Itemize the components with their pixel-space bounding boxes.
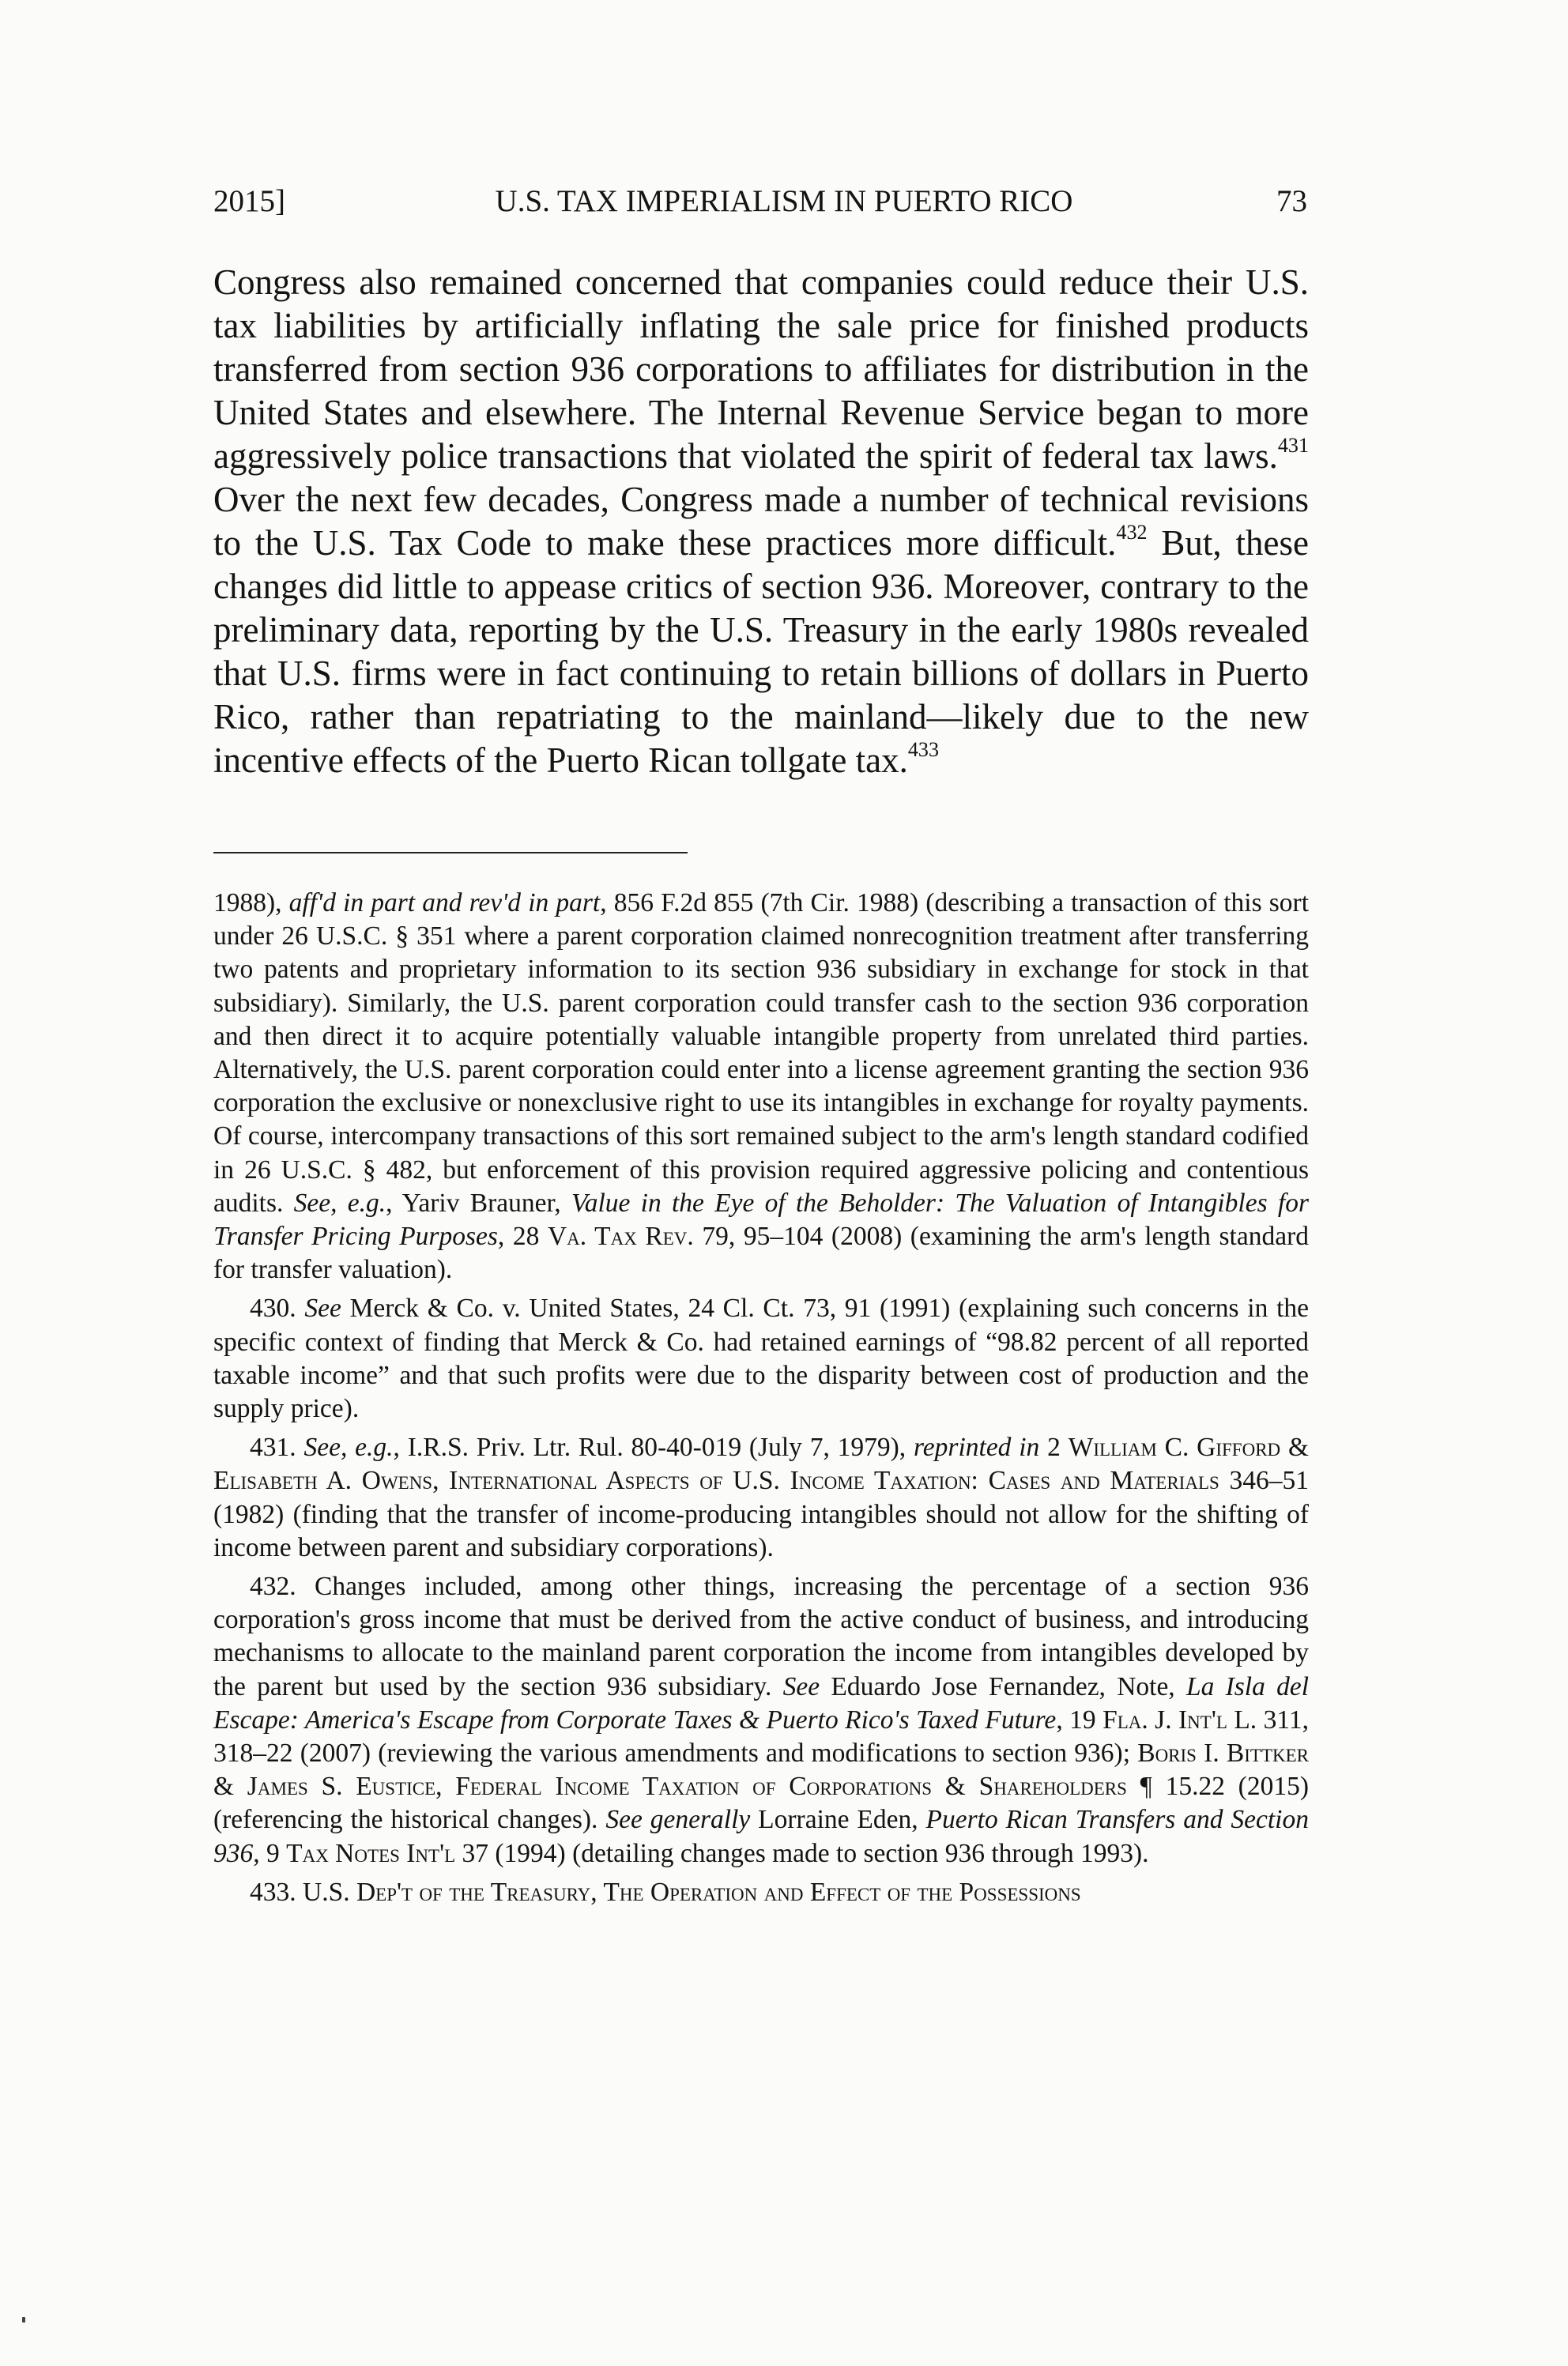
footnotes	[213, 887, 1309, 1915]
footnote-number: 433.	[250, 1877, 296, 1907]
scan-speck	[22, 2317, 25, 2323]
fn-text: 346–51 (1982) (finding that the transfer of income-producing intangibles should not allow for the shifting of income between parent and subsidiary corporations).	[213, 1466, 1309, 1562]
fn-text: , Yariv Brauner,	[386, 1188, 571, 1218]
fn-text: Lorraine Eden,	[750, 1805, 926, 1835]
body-text-2: Over the next few decades, Congress made a number of technical revisions to the U.S. Tax Code to make these practices more difficult.	[213, 480, 1309, 563]
footnote-number: 431.	[250, 1433, 296, 1463]
footnote-431	[213, 1431, 1309, 1565]
fn-text: U.S.	[296, 1877, 356, 1907]
fn-text: 1988),	[213, 888, 289, 917]
header-year: 2015]	[213, 184, 285, 218]
fn-text: 37 (1994) (detailing changes made to section 936 through 1993).	[455, 1838, 1149, 1868]
footnote-continued	[213, 887, 1309, 1287]
fn-signal: See, e.g.	[293, 1188, 386, 1218]
footnote-ref-433[interactable]: 433	[907, 738, 940, 762]
fn-book-title: William C. Gifford & Elisabeth A. Owens, International Aspects of U.S. Income Taxation: Cases and Materials	[213, 1433, 1310, 1496]
footnote-separator	[213, 852, 688, 853]
fn-signal: See	[304, 1294, 341, 1324]
fn-text: , 19	[1056, 1705, 1103, 1735]
fn-signal: See, e.g.	[303, 1433, 394, 1463]
fn-book-title: Boris I. Bittker & James S. Eustice, Federal Income Taxation of Corporations & Shareholders	[213, 1739, 1309, 1802]
fn-text: 311, 318–22 (2007) (reviewing the various amendments and modifications to section 936);	[213, 1705, 1310, 1769]
fn-article-title: Value in the Eye of the Beholder: The Valuation of Intangibles for Transfer Pricing Purposes	[213, 1188, 1309, 1252]
footnote-number: 432.	[250, 1572, 296, 1602]
fn-text: Eduardo Jose Fernandez, Note,	[820, 1671, 1186, 1701]
fn-italic: reprinted in	[914, 1433, 1040, 1463]
running-head	[0, 183, 1568, 239]
fn-text: Merck & Co. v. United States, 24 Cl. Ct. 73, 91 (1991) (explaining such concerns in the specific context of finding that Merck & Co. had retained earnings of “98.82 percent of all reported taxable income” and that such profits were due to the disparity between cost of production and the supply price).	[213, 1294, 1309, 1424]
body-paragraph	[213, 261, 1309, 782]
body-text-3: But, these changes did little to appease critics of section 936. Moreover, contrary to the preliminary data, reporting by the U.S. Treasury in the early 1980s revealed that U.S. firms were in fact continuing to retain billions of dollars in Puerto Rico, rather than repatriating to the mainland—likely due to the new incentive effects of the Puerto Rican tollgate tax.	[213, 523, 1310, 780]
fn-text: 2	[1039, 1433, 1069, 1463]
fn-italic: aff'd in part and rev'd in part	[288, 888, 601, 917]
fn-journal: Tax Notes Int'l	[286, 1838, 456, 1868]
page-number: 73	[1276, 184, 1307, 218]
footnote-430	[213, 1292, 1309, 1426]
fn-journal: Va. Tax Rev.	[547, 1222, 694, 1252]
fn-text: , 9	[253, 1838, 287, 1868]
fn-text: , I.R.S. Priv. Ltr. Rul. 80-40-019 (July 7, 1979),	[393, 1433, 914, 1463]
fn-signal: See	[782, 1671, 820, 1701]
fn-text: ¶ 15.22 (2015) (referencing the historical changes).	[213, 1772, 1309, 1835]
footnote-ref-431[interactable]: 431	[1277, 434, 1309, 458]
fn-text: Changes included, among other things, increasing the percentage of a section 936 corporation's gross income that must be derived from the active conduct of business, and introducing mechanisms to allocate to the mainland parent corporation the income from intangibles developed by the parent but used by the section 936 subsidiary.	[213, 1572, 1309, 1701]
header-title-text: U.S. TAX IMPERIALISM IN PUERTO RICO	[495, 184, 1073, 218]
fn-text: , 28	[497, 1222, 548, 1252]
footnote-ref-432[interactable]: 432	[1116, 521, 1148, 544]
body-text-1: Congress also remained concerned that companies could reduce their U.S. tax liabilities by artificially inflating the sale price for finished products transferred from section 936 corporations to affiliates for distribution in the United States and elsewhere. The Internal Revenue Service began to more aggressively police transactions that violated the spirit of federal tax laws.	[213, 262, 1309, 476]
fn-signal: See generally	[605, 1805, 751, 1835]
fn-text: , 856 F.2d 855 (7th Cir. 1988) (describing a transaction of this sort under 26 U.S.C. § 351 where a parent corporation claimed nonrecognition treatment after transferring two patents and proprietary information to its section 936 subsidiary in exchange for stock in that subsidiary). Similarly, the U.S. parent corporation could transfer cash to the section 936 corporation and then direct it to acquire potentially valuable intangible property from unrelated third parties. Alternatively, the U.S. parent corporation could enter into a license agreement granting the section 936 corporation the exclusive or nonexclusive right to use its intangibles in exchange for royalty payments. Of course, intercompany transactions of this sort remained subject to the arm's length standard codified in 26 U.S.C. § 482, but enforcement of this provision required aggressive policing and contentious audits.	[213, 888, 1310, 1218]
fn-text: 79, 95–104 (2008) (examining the arm's length standard for transfer valuation).	[213, 1222, 1310, 1285]
footnote-number: 430.	[250, 1294, 296, 1324]
fn-journal: Fla. J. Int'l L.	[1102, 1705, 1257, 1735]
footnote-432	[213, 1570, 1309, 1871]
fn-article-title: La Isla del Escape: America's Escape from Corporate Taxes & Puerto Rico's Taxed Future	[213, 1671, 1310, 1735]
fn-source-title: Dep't of the Treasury, The Operation and Effect of the Possessions	[356, 1877, 1081, 1907]
header-title	[395, 183, 1173, 219]
fn-article-title: Puerto Rican Transfers and Section 936	[213, 1805, 1309, 1868]
footnote-433	[213, 1876, 1309, 1909]
